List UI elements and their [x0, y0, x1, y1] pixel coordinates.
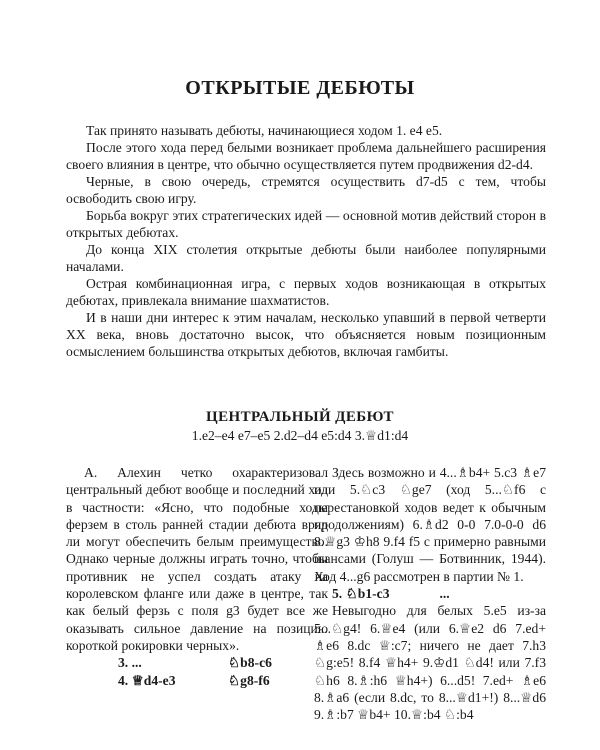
black-move: ♘b8-c6 — [228, 655, 272, 671]
commentary-paragraph: Невыгодно для белых 5.e5 из-за 5...♘g4! 6.♕e4 (или 6.♕e2 d6 7.ed+ ♗e6 8.dc ♕:c7; ничего не дает 7.h3 ♘g:e5! 8.f4 ♕h4+ 9.♔d1 ♘d4! или 7.f3 ♘h6 8.♗:h6 ♕h4+) 6...d5! 7.ed+ ♗e6 8.♗a6 (если 8.dc, то 8...♕d1+!) 8...♕d6 9.♗:b7 ♕b4+ 10.♕:b4 ♘:b4 — [314, 603, 546, 723]
move-line — [66, 672, 328, 689]
commentary-paragraph: А. Алехин четко охарактеризовал центральный дебют вообще и последний ход в частности: «Ясно, что подобные ходы ферзем в столь ранней стадии дебюта вряд ли могут обеспечить белым преимущество. Однако черные должны играть точно, чтобы противник не успел создать атаку на королевском фланге или даже в центре, так как белый ферзь с поля g3 будет все же оказывать сильное давление на позицию короткой рокировки черных». — [66, 465, 328, 653]
intro-paragraph: До конца XIX столетия открытые дебюты были наиболее популярными началами. — [66, 242, 546, 274]
intro-paragraph: Острая комбинационная игра, с первых ходов возникающая в открытых дебютах, привлекала внимание шахматистов. — [66, 276, 546, 308]
section-moves: 1.e2–e4 e7–e5 2.d2–d4 e5:d4 3.♕d1:d4 — [191, 428, 409, 443]
intro-paragraph: И в наши дни интерес к этим началам, несколько упавший в первой четверти XX века, вновь достаточно высок, что объясняется новым позиционным осмыслением большинства открытых дебютов, включая гамбиты. — [66, 310, 546, 359]
white-move: 3. ... — [118, 655, 142, 671]
white-move: 5. ♘b1-c3 — [332, 586, 390, 602]
commentary-paragraph: Здесь возможно и 4...♗b4+ 5.c3 ♗e7 или 5.♘c3 ♘ge7 (ход 5...♘f6 с перестановкой ходов ведет к обычным продолжениям) 6.♗d2 0-0 7.0-0-0 d6 8.♕g3 ♔h8 9.f4 f5 с примерно равными шансами (Голуш — Ботвинник, 1944). Ход 4...g6 рассмотрен в партии № 1. — [314, 465, 546, 584]
intro-paragraph: Борьба вокруг этих стратегических идей — основной мотив действий сторон в открытых дебютах. — [66, 208, 546, 240]
move-line — [66, 654, 328, 671]
black-move: ♘g8-f6 — [228, 672, 270, 688]
black-move: ... — [439, 586, 450, 602]
intro-paragraph: Черные, в свою очередь, стремятся осуществить d7-d5 с тем, чтобы освободить свою игру. — [66, 174, 546, 206]
intro-paragraph: После этого хода перед белыми возникает проблема дальнейшего расширения своего влияния в центре, что обычно осуществляется путем продвижения d2-d4. — [66, 140, 546, 172]
move-line — [314, 585, 546, 602]
white-move: 4. ♕d4-e3 — [118, 672, 176, 688]
section-title: ЦЕНТРАЛЬНЫЙ ДЕБЮТ — [206, 409, 394, 425]
left-column — [66, 464, 328, 689]
intro-paragraph: Так принято называть дебюты, начинающиеся ходом 1. e4 e5. — [86, 123, 443, 138]
intro-text — [66, 122, 546, 360]
page-title: ОТКРЫТЫЕ ДЕБЮТЫ — [185, 77, 415, 99]
right-column — [314, 464, 546, 723]
